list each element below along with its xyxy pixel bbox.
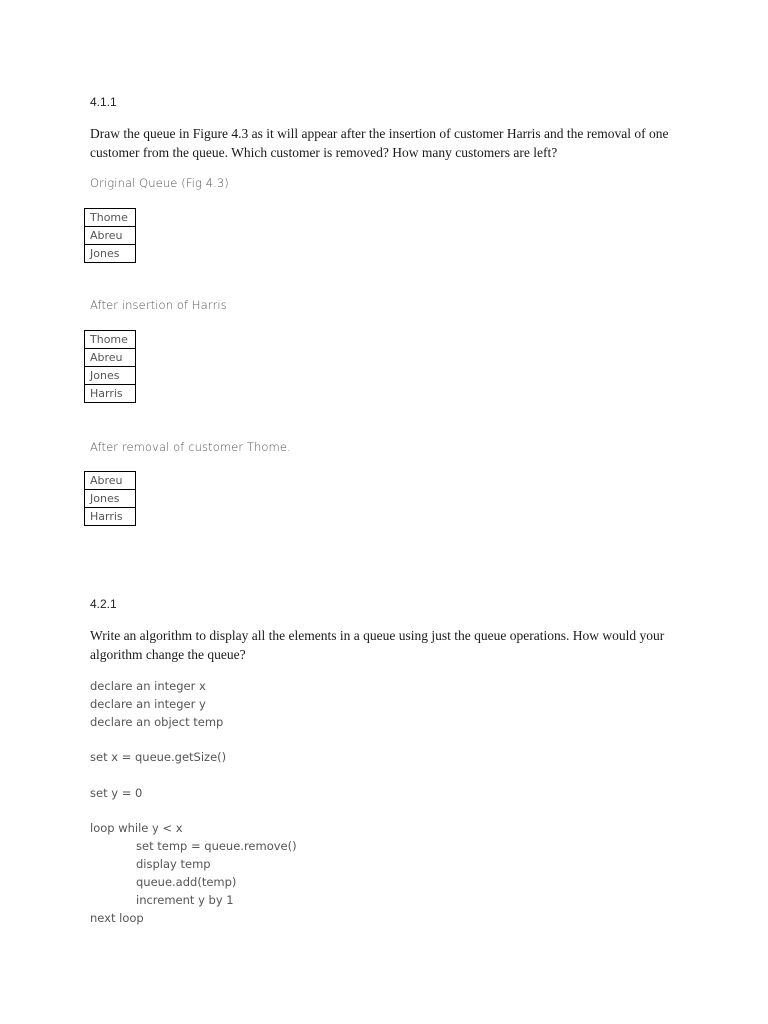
question-line: customer from the queue. Which customer is removed? How many customers are left? xyxy=(90,145,558,160)
original-queue-table xyxy=(84,208,136,263)
question-line: Write an algorithm to display all the elements in a queue using just the queue operations. How would your xyxy=(90,628,665,643)
code-line: set y = 0 xyxy=(90,786,143,800)
section-heading-4-1-1: 4.1.1 xyxy=(90,95,117,109)
queue-cell: Jones xyxy=(90,247,120,260)
queue-cell: Abreu xyxy=(85,349,135,367)
code-line: declare an integer x xyxy=(90,679,206,693)
section-heading-4-2-1: 4.2.1 xyxy=(90,597,117,611)
question-4-2-1 xyxy=(90,626,680,664)
queue-cell: Thome xyxy=(85,209,135,227)
code-line: loop while y < x xyxy=(90,821,183,835)
question-4-1-1 xyxy=(90,124,680,162)
code-line: next loop xyxy=(90,911,144,925)
queue-cell: Jones xyxy=(85,367,135,385)
original-queue-label: Original Queue (Fig 4.3) xyxy=(90,176,229,190)
queue-cell: Jones xyxy=(85,490,135,508)
queue-cell: Thome xyxy=(85,331,135,349)
queue-cell: Abreu xyxy=(85,472,135,490)
code-line: increment y by 1 xyxy=(136,893,234,907)
removal-queue-label: After removal of customer Thome. xyxy=(90,440,291,454)
code-line: set temp = queue.remove() xyxy=(136,839,297,853)
code-line: display temp xyxy=(136,857,211,871)
queue-cell: Harris xyxy=(90,387,123,400)
question-line: algorithm change the queue? xyxy=(90,647,246,662)
code-line: queue.add(temp) xyxy=(136,875,237,889)
code-line: declare an integer y xyxy=(90,697,206,711)
removal-queue-table xyxy=(84,471,136,526)
queue-cell: Harris xyxy=(90,510,123,523)
code-line: declare an object temp xyxy=(90,715,224,729)
question-line: Draw the queue in Figure 4.3 as it will appear after the insertion of customer Harris and the removal of one xyxy=(90,126,669,141)
insertion-queue-table xyxy=(84,330,136,403)
code-line: set x = queue.getSize() xyxy=(90,750,227,764)
insertion-queue-label: After insertion of Harris xyxy=(90,298,227,312)
queue-cell: Abreu xyxy=(85,227,135,245)
